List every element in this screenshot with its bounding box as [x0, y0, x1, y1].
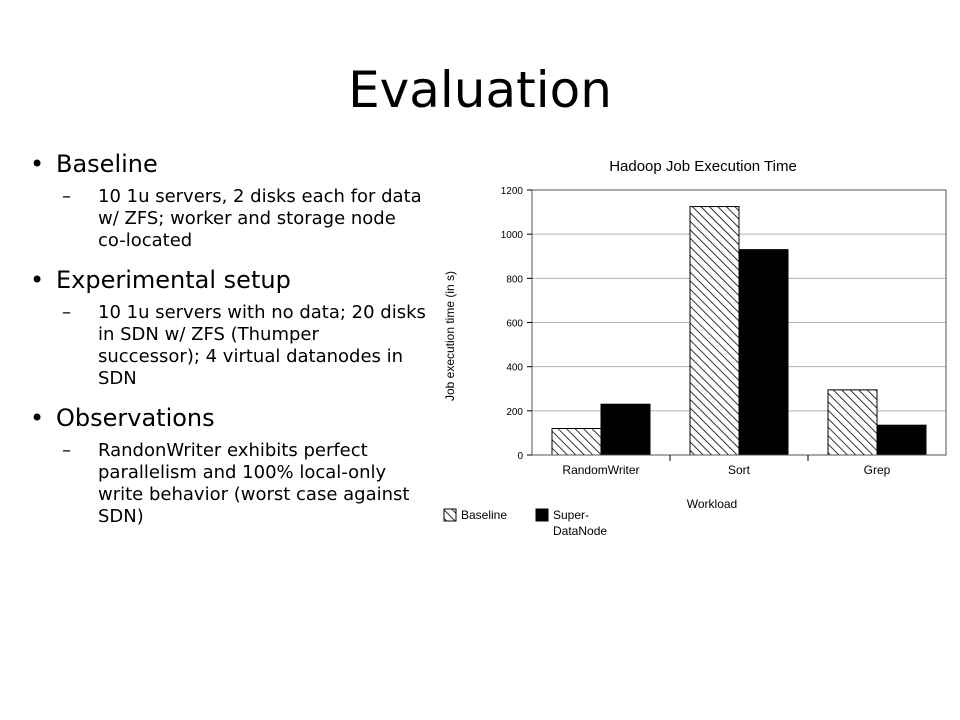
bar — [828, 390, 877, 455]
x-tick-label: RandomWriter — [562, 463, 640, 477]
y-tick-label: 400 — [506, 362, 523, 374]
y-tick-label: 1200 — [500, 186, 523, 197]
x-tick-label: Sort — [727, 463, 751, 477]
sub-bullet-dash: – — [62, 440, 71, 461]
y-tick-label: 0 — [517, 451, 523, 462]
legend-label: Super-DataNode — [553, 508, 608, 538]
bullet-list — [28, 148, 428, 540]
legend-swatch — [444, 509, 456, 521]
sub-bullet-observations — [62, 440, 426, 528]
sub-bullet-dash: – — [62, 302, 71, 323]
bullet-observations — [28, 402, 428, 434]
bullet-label: Baseline — [56, 150, 158, 178]
chart-x-axis-label: Workload — [686, 497, 738, 511]
bullet-baseline — [28, 148, 428, 180]
chart-title: Hadoop Job Execution Time — [609, 158, 797, 175]
bullet-experimental-setup — [28, 264, 428, 296]
hadoop-execution-time-chart — [438, 148, 948, 548]
y-tick-label: 1000 — [500, 230, 523, 242]
chart-legend — [444, 508, 607, 538]
sub-bullet-experimental-setup — [62, 302, 426, 390]
sub-bullet-dash: – — [62, 186, 71, 207]
sub-bullet-text: RandonWriter exhibits perfect parallelism and 100% local-only write behavior (worst case against SDN) — [98, 440, 410, 527]
chart-y-axis-label: Job execution time (in s) — [443, 270, 457, 402]
legend-swatch — [536, 509, 548, 521]
bar — [552, 429, 601, 456]
slide-title: Evaluation — [348, 61, 612, 119]
chart-bars — [552, 207, 926, 455]
y-tick-label: 200 — [506, 406, 523, 418]
bullet-label: Experimental setup — [56, 266, 291, 294]
bullet-dot: • — [30, 404, 45, 432]
bullet-label: Observations — [56, 404, 215, 432]
bullet-dot: • — [30, 266, 45, 294]
sub-bullet-text: 10 1u servers, 2 disks each for data w/ ZFS; worker and storage node co-located — [98, 186, 422, 251]
y-tick-label: 800 — [506, 274, 523, 286]
bar — [601, 404, 650, 455]
y-tick-label: 600 — [506, 318, 523, 330]
bar — [739, 250, 788, 455]
x-tick-label: Grep — [863, 463, 891, 477]
bullet-dot: • — [30, 150, 45, 178]
legend-label: Baseline — [461, 508, 508, 522]
bar — [690, 207, 739, 455]
sub-bullet-baseline — [62, 186, 426, 252]
sub-bullet-text: 10 1u servers with no data; 20 disks in SDN w/ ZFS (Thumper successor); 4 virtual datanodes in SDN — [98, 302, 426, 389]
bar — [877, 425, 926, 455]
